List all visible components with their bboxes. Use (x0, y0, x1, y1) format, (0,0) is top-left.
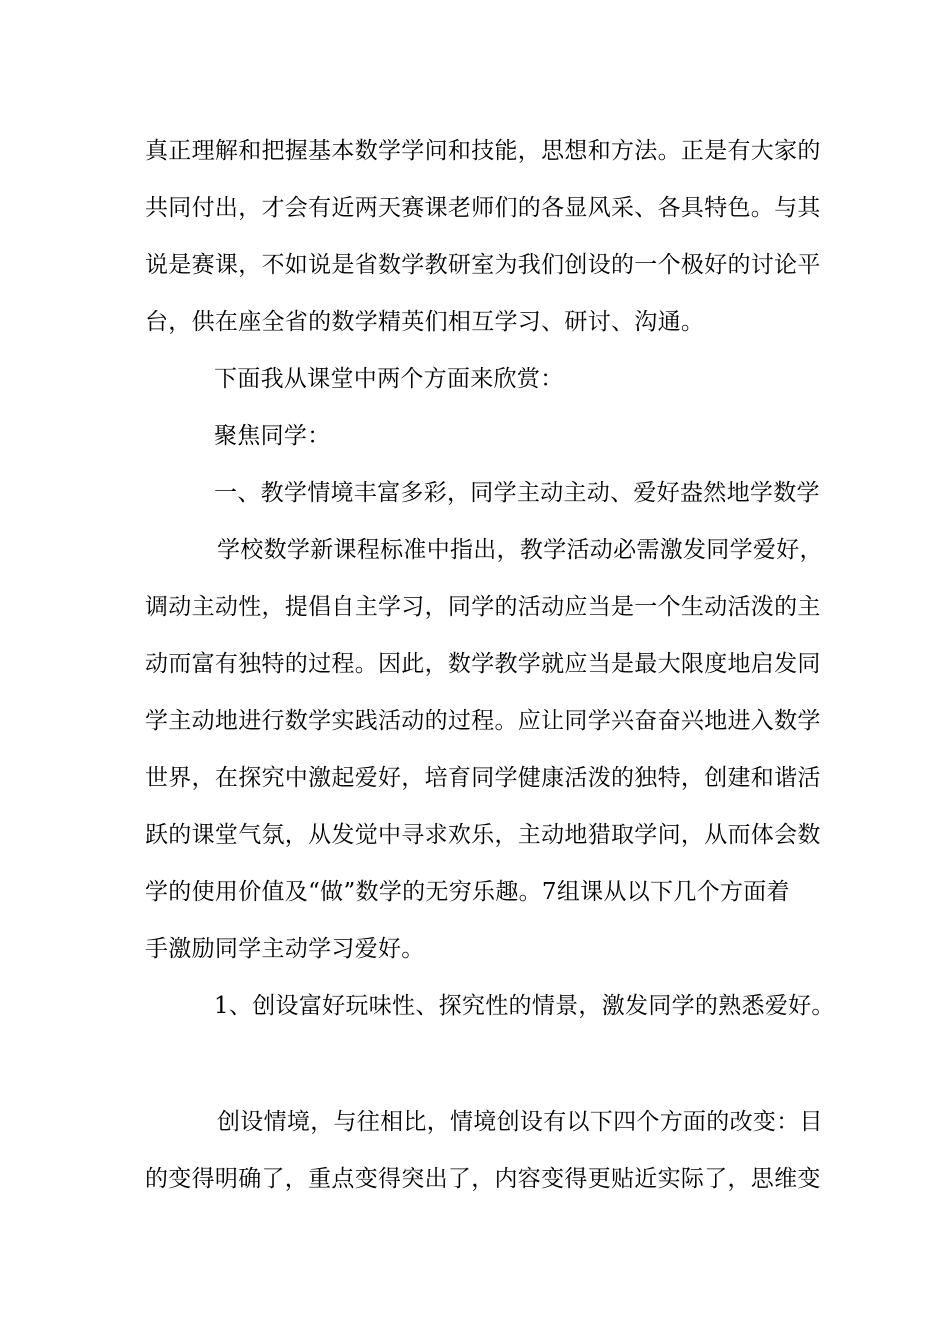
paragraph-line: 说是赛课，不如说是省数学教研室为我们创设的一个极好的讨论平 (145, 252, 821, 278)
paragraph-line: 动而富有独特的过程。因此，数学教学就应当是最大限度地启发同 (145, 651, 821, 677)
section-heading: 一、教学情境丰富多彩，同学主动主动、爱好盎然地学数学 (214, 480, 820, 506)
paragraph-line: 手激励同学主动学习爱好。 (145, 936, 425, 962)
paragraph-line: 聚焦同学： (214, 423, 331, 449)
subsection-heading: 1、创设富好玩味性、探究性的情景，激发同学的熟悉爱好。 (214, 993, 835, 1019)
paragraph-line: 学的使用价值及“做”数学的无穷乐趣。7组课从以下几个方面着 (145, 879, 790, 905)
paragraph-line: 世界，在探究中激起爱好，培育同学健康活泼的独特，创建和谐活 (145, 765, 821, 791)
paragraph-line: 台，供在座全省的数学精英们相互学习、研讨、沟通。 (145, 309, 705, 335)
paragraph-line: 下面我从课堂中两个方面来欣赏： (214, 366, 564, 392)
paragraph-line: 调动主动性，提倡自主学习，同学的活动应当是一个生动活泼的主 (145, 594, 821, 620)
paragraph-line: 跃的课堂气氛，从发觉中寻求欢乐，主动地猎取学问，从而体会数 (145, 822, 821, 848)
paragraph-line: 学校数学新课程标准中指出，教学活动必需激发同学爱好， (217, 537, 823, 563)
paragraph-line: 的变得明确了，重点变得突出了，内容变得更贴近实际了，思维变 (145, 1166, 821, 1192)
paragraph-line: 创设情境，与往相比，情境创设有以下四个方面的改变：目 (217, 1109, 823, 1135)
paragraph-line: 学主动地进行数学实践活动的过程。应让同学兴奋奋兴地进入数学 (145, 708, 821, 734)
paragraph-line: 真正理解和把握基本数学学问和技能，思想和方法。正是有大家的 (145, 138, 821, 164)
paragraph-line: 共同付出，才会有近两天赛课老师们的各显风采、各具特色。与其 (145, 195, 821, 221)
